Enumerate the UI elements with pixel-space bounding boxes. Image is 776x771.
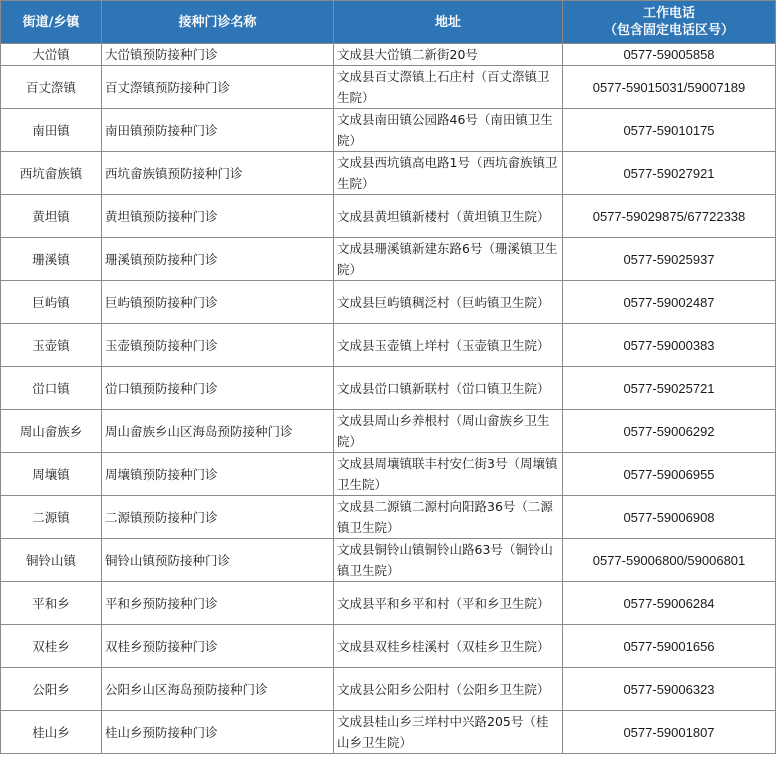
header-town: 街道/乡镇	[1, 1, 102, 44]
cell-address: 文成县周山乡养根村（周山畲族乡卫生院）	[334, 410, 563, 453]
cell-town: 南田镇	[1, 109, 102, 152]
header-address: 地址	[334, 1, 563, 44]
cell-town: 玉壶镇	[1, 324, 102, 367]
table-row	[1, 539, 776, 582]
cell-clinic: 巨屿镇预防接种门诊	[102, 281, 334, 324]
table-row	[1, 496, 776, 539]
table-row	[1, 66, 776, 109]
cell-town: 大峃镇	[1, 44, 102, 66]
cell-address: 文成县珊溪镇新建东路6号（珊溪镇卫生院）	[334, 238, 563, 281]
table-row	[1, 625, 776, 668]
cell-phone: 0577-59025721	[563, 367, 776, 410]
cell-phone: 0577-59000383	[563, 324, 776, 367]
cell-clinic: 平和乡预防接种门诊	[102, 582, 334, 625]
cell-clinic: 百丈漈镇预防接种门诊	[102, 66, 334, 109]
table-row	[1, 582, 776, 625]
cell-phone: 0577-59015031/59007189	[563, 66, 776, 109]
cell-town: 铜铃山镇	[1, 539, 102, 582]
cell-clinic: 桂山乡预防接种门诊	[102, 711, 334, 754]
cell-clinic: 玉壶镇预防接种门诊	[102, 324, 334, 367]
cell-town: 百丈漈镇	[1, 66, 102, 109]
table-header-row	[1, 1, 776, 44]
cell-phone: 0577-59006292	[563, 410, 776, 453]
cell-town: 双桂乡	[1, 625, 102, 668]
cell-phone: 0577-59027921	[563, 152, 776, 195]
cell-phone: 0577-59025937	[563, 238, 776, 281]
cell-phone: 0577-59006800/59006801	[563, 539, 776, 582]
table-row	[1, 152, 776, 195]
cell-phone: 0577-59006908	[563, 496, 776, 539]
cell-phone: 0577-59005858	[563, 44, 776, 66]
cell-phone: 0577-59001656	[563, 625, 776, 668]
cell-phone: 0577-59002487	[563, 281, 776, 324]
table-row	[1, 109, 776, 152]
cell-town: 珊溪镇	[1, 238, 102, 281]
cell-clinic: 公阳乡山区海岛预防接种门诊	[102, 668, 334, 711]
table-row	[1, 668, 776, 711]
header-phone	[563, 1, 776, 44]
cell-address: 文成县西坑镇高电路1号（西坑畲族镇卫生院）	[334, 152, 563, 195]
cell-phone: 0577-59029875/67722338	[563, 195, 776, 238]
header-clinic: 接种门诊名称	[102, 1, 334, 44]
table-row	[1, 711, 776, 754]
cell-clinic: 峃口镇预防接种门诊	[102, 367, 334, 410]
cell-town: 西坑畲族镇	[1, 152, 102, 195]
table-row	[1, 367, 776, 410]
cell-address: 文成县二源镇二源村向阳路36号（二源镇卫生院）	[334, 496, 563, 539]
cell-phone: 0577-59001807	[563, 711, 776, 754]
cell-clinic: 南田镇预防接种门诊	[102, 109, 334, 152]
cell-clinic: 周山畲族乡山区海岛预防接种门诊	[102, 410, 334, 453]
table-row	[1, 324, 776, 367]
cell-clinic: 黄坦镇预防接种门诊	[102, 195, 334, 238]
table-row	[1, 453, 776, 496]
cell-town: 平和乡	[1, 582, 102, 625]
cell-address: 文成县黄坦镇新楼村（黄坦镇卫生院）	[334, 195, 563, 238]
table-row	[1, 410, 776, 453]
cell-phone: 0577-59006284	[563, 582, 776, 625]
cell-town: 二源镇	[1, 496, 102, 539]
cell-phone: 0577-59006955	[563, 453, 776, 496]
cell-phone: 0577-59006323	[563, 668, 776, 711]
cell-address: 文成县铜铃山镇铜铃山路63号（铜铃山镇卫生院）	[334, 539, 563, 582]
cell-clinic: 珊溪镇预防接种门诊	[102, 238, 334, 281]
cell-address: 文成县周壤镇联丰村安仁街3号（周壤镇卫生院）	[334, 453, 563, 496]
cell-address: 文成县百丈漈镇上石庄村（百丈漈镇卫生院）	[334, 66, 563, 109]
cell-address: 文成县双桂乡桂溪村（双桂乡卫生院）	[334, 625, 563, 668]
cell-address: 文成县南田镇公园路46号（南田镇卫生院）	[334, 109, 563, 152]
table-row	[1, 44, 776, 66]
cell-clinic: 周壤镇预防接种门诊	[102, 453, 334, 496]
cell-address: 文成县峃口镇新联村（峃口镇卫生院）	[334, 367, 563, 410]
cell-town: 峃口镇	[1, 367, 102, 410]
table-row	[1, 281, 776, 324]
cell-town: 巨屿镇	[1, 281, 102, 324]
cell-clinic: 铜铃山镇预防接种门诊	[102, 539, 334, 582]
cell-address: 文成县桂山乡三垟村中兴路205号（桂山乡卫生院）	[334, 711, 563, 754]
cell-address: 文成县平和乡平和村（平和乡卫生院）	[334, 582, 563, 625]
cell-clinic: 大峃镇预防接种门诊	[102, 44, 334, 66]
table-row	[1, 195, 776, 238]
cell-address: 文成县玉壶镇上垟村（玉壶镇卫生院）	[334, 324, 563, 367]
cell-clinic: 二源镇预防接种门诊	[102, 496, 334, 539]
cell-town: 黄坦镇	[1, 195, 102, 238]
cell-address: 文成县公阳乡公阳村（公阳乡卫生院）	[334, 668, 563, 711]
cell-town: 周壤镇	[1, 453, 102, 496]
header-phone-label: 工作电话	[642, 6, 695, 21]
cell-address: 文成县大峃镇二新街20号	[334, 44, 563, 66]
cell-phone: 0577-59010175	[563, 109, 776, 152]
header-phone-note: （包含固定电话区号）	[603, 23, 734, 38]
cell-clinic: 双桂乡预防接种门诊	[102, 625, 334, 668]
table-row	[1, 238, 776, 281]
cell-town: 桂山乡	[1, 711, 102, 754]
cell-clinic: 西坑畲族镇预防接种门诊	[102, 152, 334, 195]
cell-town: 周山畲族乡	[1, 410, 102, 453]
cell-address: 文成县巨屿镇稠泛村（巨屿镇卫生院）	[334, 281, 563, 324]
cell-town: 公阳乡	[1, 668, 102, 711]
